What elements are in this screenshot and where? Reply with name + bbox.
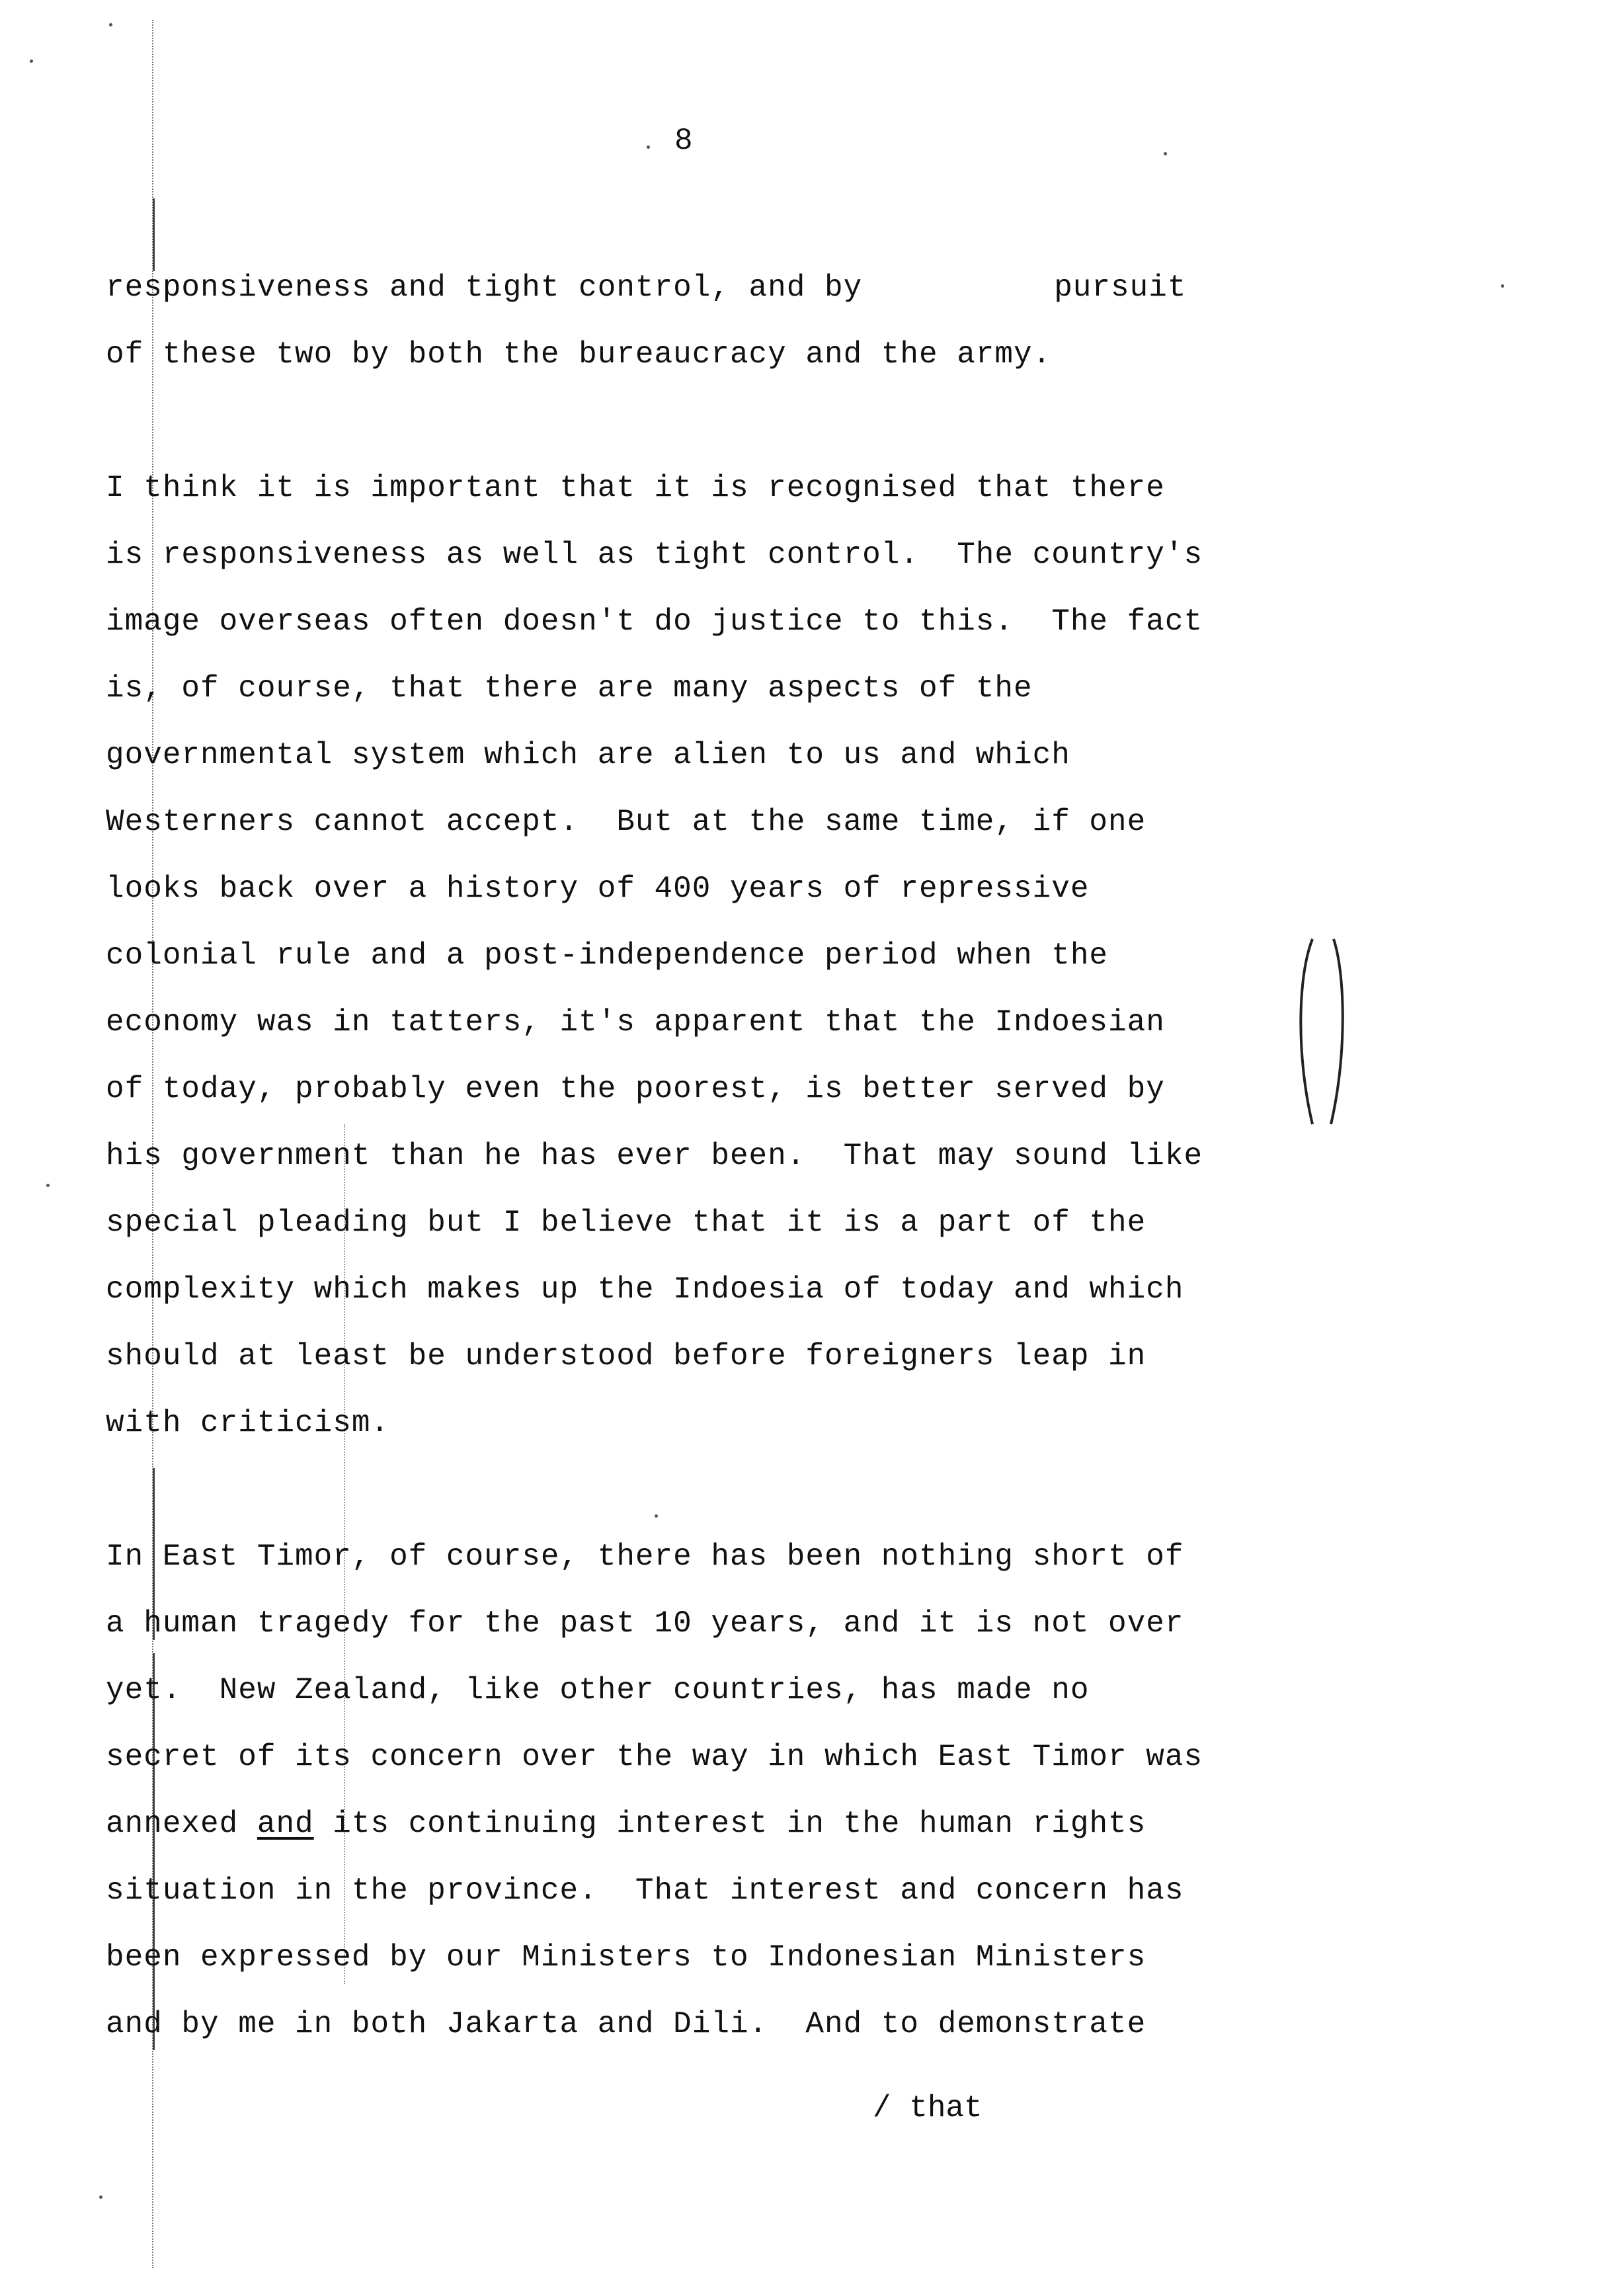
text-line: In East Timor, of course, there has been nothing short of <box>106 1539 1184 1574</box>
text-line: colonial rule and a post-independence period when the <box>106 938 1109 973</box>
text-line: with criticism. <box>106 1406 390 1440</box>
text-line: been expressed by our Ministers to Indonesian Ministers <box>106 1940 1146 1975</box>
text-line: and by me in both Jakarta and Dili. And to demonstrate <box>106 2007 1146 2041</box>
scan-speck <box>1501 284 1504 288</box>
text-line: complexity which makes up the Indoesia of today and which <box>106 1272 1184 1307</box>
text-line: a human tragedy for the past 10 years, and it is not over <box>106 1606 1184 1641</box>
text-line <box>106 1791 1336 1858</box>
underlined-word: and <box>257 1807 314 1841</box>
scan-speck <box>46 1184 50 1187</box>
text-line: his government than he has ever been. That may sound like <box>106 1139 1203 1173</box>
line-text: its continuing interest in the human rights <box>313 1807 1146 1841</box>
page-number: 8 <box>674 124 693 158</box>
line-text: responsiveness and tight control, and by <box>106 270 863 305</box>
text-line: Westerners cannot accept. But at the same time, if one <box>106 805 1146 839</box>
text-line: is, of course, that there are many aspects of the <box>106 671 1033 706</box>
text-line: of today, probably even the poorest, is better served by <box>106 1072 1165 1106</box>
text-line: image overseas often doesn't do justice to this. The fact <box>106 604 1203 639</box>
paragraph-gap <box>106 388 1336 455</box>
text-line: special pleading but I believe that it is a part of the <box>106 1206 1146 1240</box>
scan-speck <box>30 60 33 63</box>
scan-speck <box>99 2195 102 2199</box>
text-line: secret of its concern over the way in which East Timor was <box>106 1740 1203 1774</box>
text-line: is responsiveness as well as tight control. The country's <box>106 538 1203 572</box>
scan-speck <box>647 145 650 149</box>
scan-speck <box>1164 152 1167 155</box>
paragraph-gap <box>106 1457 1336 1524</box>
text-line: economy was in tatters, it's apparent that the Indoesian <box>106 1005 1165 1040</box>
text-line: governmental system which are alien to us and which <box>106 738 1070 772</box>
text-line: I think it is important that it is recognised that there <box>106 471 1165 505</box>
text-line: situation in the province. That interest and concern has <box>106 1873 1184 1908</box>
text-line <box>106 255 1336 321</box>
text-line: yet. New Zealand, like other countries, has made no <box>106 1673 1090 1707</box>
text-line: of these two by both the bureaucracy and the army. <box>106 337 1052 372</box>
text-line: should at least be understood before foreigners leap in <box>106 1339 1146 1374</box>
body-text <box>106 255 1336 2058</box>
line-text: pursuit <box>1054 270 1187 305</box>
line-text: annexed <box>106 1807 257 1841</box>
text-line: looks back over a history of 400 years of repressive <box>106 872 1090 906</box>
scan-speck <box>109 23 112 26</box>
continuation-catchword: / that <box>873 2091 983 2125</box>
